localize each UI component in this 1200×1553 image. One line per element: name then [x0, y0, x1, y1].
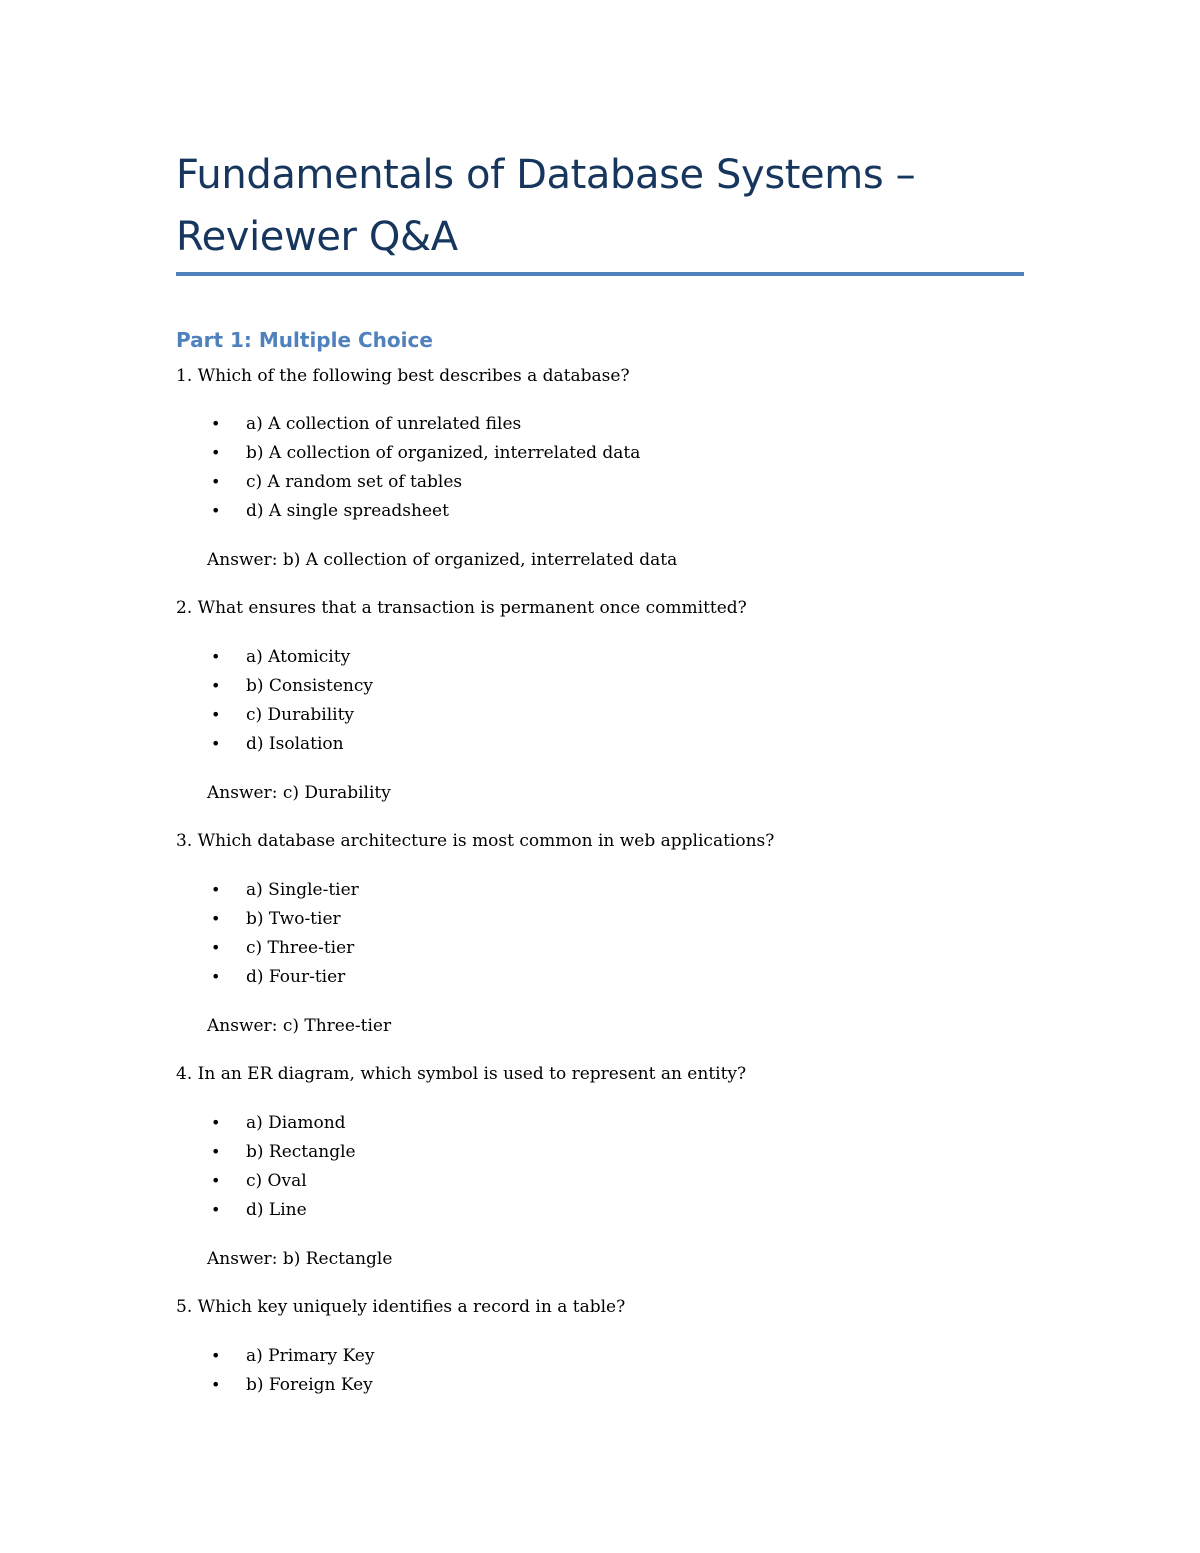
bullet-icon: • [211, 647, 221, 666]
option-text: b) Rectangle [246, 1142, 356, 1162]
bullet-icon: • [211, 1200, 221, 1219]
option-text: d) Isolation [246, 734, 344, 754]
option-text: d) A single spreadsheet [246, 501, 449, 521]
bullet-icon: • [211, 414, 221, 433]
bullet-icon: • [211, 1375, 221, 1394]
title-underline [176, 272, 1024, 276]
answer-3: Answer: c) Three-tier [207, 1016, 392, 1036]
option-text: b) Two-tier [246, 909, 341, 929]
answer-1: Answer: b) A collection of organized, interrelated data [207, 550, 678, 570]
bullet-icon: • [211, 1113, 221, 1132]
bullet-icon: • [211, 734, 221, 753]
part-heading: Part 1: Multiple Choice [176, 328, 433, 352]
bullet-icon: • [211, 909, 221, 928]
option-text: b) Consistency [246, 676, 373, 696]
question-1: 1. Which of the following best describes a database? [176, 366, 630, 386]
option-text: a) Primary Key [246, 1346, 375, 1366]
option-text: d) Four-tier [246, 967, 346, 987]
answer-2: Answer: c) Durability [207, 783, 391, 803]
bullet-icon: • [211, 443, 221, 462]
option-text: b) Foreign Key [246, 1375, 373, 1395]
option-text: a) A collection of unrelated files [246, 414, 522, 434]
question-4: 4. In an ER diagram, which symbol is used to represent an entity? [176, 1064, 747, 1084]
question-5: 5. Which key uniquely identifies a record in a table? [176, 1297, 626, 1317]
option-text: a) Atomicity [246, 647, 351, 667]
option-text: c) Three-tier [246, 938, 355, 958]
bullet-icon: • [211, 676, 221, 695]
bullet-icon: • [211, 501, 221, 520]
bullet-icon: • [211, 967, 221, 986]
question-3: 3. Which database architecture is most common in web applications? [176, 831, 775, 851]
bullet-icon: • [211, 938, 221, 957]
bullet-icon: • [211, 1171, 221, 1190]
bullet-icon: • [211, 705, 221, 724]
bullet-icon: • [211, 1142, 221, 1161]
option-text: c) Durability [246, 705, 355, 725]
option-text: d) Line [246, 1200, 307, 1220]
option-text: a) Diamond [246, 1113, 346, 1133]
option-text: a) Single-tier [246, 880, 359, 900]
option-text: c) Oval [246, 1171, 307, 1191]
answer-4: Answer: b) Rectangle [207, 1249, 393, 1269]
bullet-icon: • [211, 880, 221, 899]
bullet-icon: • [211, 1346, 221, 1365]
document-title: Fundamentals of Database Systems – Reviewer Q&A [176, 152, 916, 260]
question-2: 2. What ensures that a transaction is permanent once committed? [176, 598, 747, 618]
bullet-icon: • [211, 472, 221, 491]
option-text: c) A random set of tables [246, 472, 463, 492]
option-text: b) A collection of organized, interrelated data [246, 443, 641, 463]
